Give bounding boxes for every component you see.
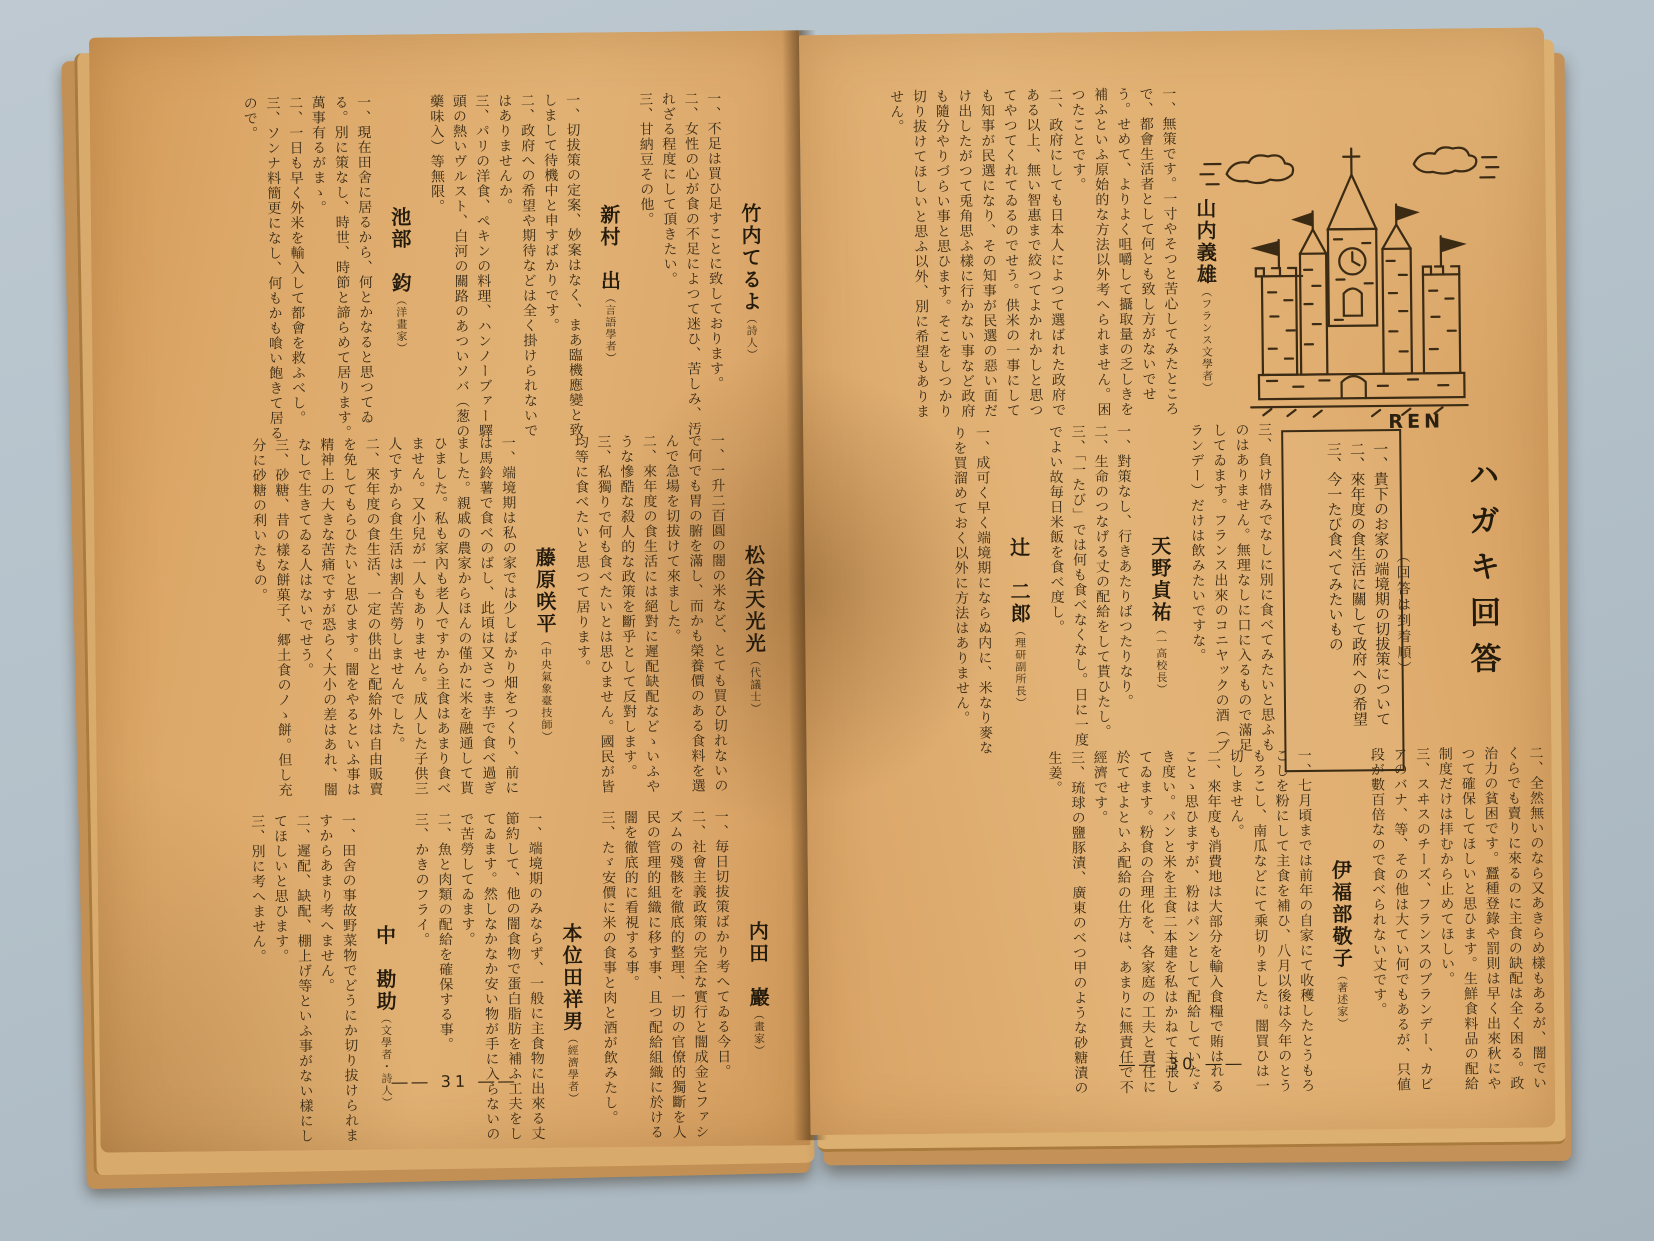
question-item-2: 二、來年度の食生活に關して政府への希望 <box>1347 441 1369 727</box>
page-31 <box>89 30 811 1152</box>
answer-paragraph-shinmura-izuru: 二、政府への希望や期待などは全く掛けられないではありませんか。 <box>496 93 539 439</box>
answer-paragraph-tsuji-jiro: 二、全然無いのなら又あきらめ樣もあるが、闇でいくらでも賣りに來るのに主食の缺配は全く困る。政治力の貧困です。蠶種登錄や罰則は早く出來秋にやつて確保してほしいと思ひます。生鮮食料品の配給制度だけは拝むから止めてほしい。 <box>1436 745 1548 1092</box>
answer-paragraph-matsutani-tenkoko: 二、來年度の食生活には絕對に遲配缺配などゝいふやうな慘酷な殺人的な政策を斷乎として反對します。 <box>618 433 661 794</box>
answer-paragraph-honiden-yoshio: 二、魚と肉類の配給を確保する事。 <box>435 811 455 1053</box>
castle-illustration <box>1198 128 1503 439</box>
open-magazine-spread <box>54 7 1596 1218</box>
respondent-name: 内田 巖 <box>745 920 771 1009</box>
answer-paragraph-fujiwara-sakuhei: 三、砂糖、昔の樣な餅菓子、郷土食のノゝ餅。但し充分に砂糖の利いたもの。 <box>250 437 293 798</box>
answer-paragraph-ikebe-hitoshi: 二、一日も早く外米を輸入して都會を救ふべし。 <box>286 95 307 426</box>
respondent-affiliation: （一高校長） <box>1154 623 1169 696</box>
section-heading-naka-kansuke <box>367 812 403 1142</box>
respondent-name: 松谷天光光 <box>741 544 767 655</box>
castle-drawing <box>1198 128 1503 439</box>
section-heading-shinmura-izuru <box>591 92 627 442</box>
answer-paragraph-naka-kansuke: 三、別に考へません。 <box>249 813 267 965</box>
answer-paragraph-uchida-iwao: 一、毎日切拔策ばかり考へてゐる今日。 <box>712 809 732 1080</box>
respondent-name: 池部 鈞 <box>387 206 413 295</box>
answer-paragraph-ikebe-hitoshi: 三、ソンナ料簡更になし、何もかも喰い飽きて居るので。 <box>241 95 284 441</box>
section-heading-yamanouchi-yoshio <box>1187 86 1223 426</box>
respondent-affiliation: （代議士） <box>748 654 763 715</box>
section-heading-honiden-yoshio <box>553 811 589 1141</box>
section-heading-ifukube-keiko <box>1323 747 1359 1105</box>
illustration-signature-text: REN <box>1388 409 1445 434</box>
answer-paragraph-matsutani-tenkoko: 一、一升二百圓の闇の米など、とても買ひ切れないので何でも胃の腑を滿し、而かも榮養價のある食料を選んで急場を切拔けて來ました。 <box>663 433 729 794</box>
page-title: ハガキ回答 <box>1462 457 1501 689</box>
answer-paragraph-amano-teiyu: 三、「一たび」では何も食べなくなし。日に一度でよい故毎日米飯を食べ度し。 <box>1046 424 1090 748</box>
respondent-name: 竹内てるよ <box>737 202 763 313</box>
answer-paragraph-honiden-yoshio: 一、端境期のみならず、一般に主食物に出來る丈節約して、他の闇食物で蛋白脂肪を補ふ工夫をしてゐます。然しなかなか安い物が手に入らないので苦勞してゐます。 <box>458 810 546 1142</box>
respondent-affiliation: （畫家） <box>752 1008 766 1057</box>
answer-paragraph-ifukube-keiko: 二、來年度も消費地は大部分を輸入食糧で賄はれることゝ思ひますが、粉はパンとして配給していたゞき度い。パンと米を主食二本建を私はかねて主張してゐます。粉食の合理化を、各家庭の工夫と責任に於てせよといふ配給の仕方は、あまりに無責任で不經濟です。 <box>1091 748 1225 1095</box>
right-page-middle-band <box>833 422 1278 759</box>
section-heading-amano-teiyu <box>1142 423 1178 755</box>
respondent-name: 天野貞祐 <box>1147 535 1173 624</box>
respondent-affiliation: （洋畫家） <box>394 294 409 355</box>
answer-paragraph-amano-teiyu: 二、生命のつなげる丈の配給をして貰ひたし。 <box>1092 424 1112 740</box>
question-item-1: 一、貴下のお家の端境期の切拔策について <box>1371 441 1393 727</box>
answer-paragraph-amano-teiyu: 一、對策なし、行きあたりばつたりなり。 <box>1114 423 1134 709</box>
answer-paragraph-takeuchi-teruyo: 三、甘納豆その他。 <box>637 91 655 227</box>
respondent-name: 中 勘助 <box>372 924 398 1013</box>
section-heading-ikebe-hitoshi <box>382 94 418 444</box>
answer-paragraph-matsutani-tenkoko: 三、私獨りで何も食べたいとは思ひません。國民が皆均等に食べたいと思つて居ります。 <box>572 434 616 795</box>
answer-paragraph-takeuchi-teruyo: 一、不足は買ひ足すことに致しております。 <box>705 91 725 392</box>
answer-paragraph-naka-kansuke: 一、田舍の事故野菜物でどうにか切り拔けられますからあまり考へません。 <box>317 812 360 1144</box>
page-number-right: ―― 30 ―― <box>1118 1053 1246 1074</box>
answer-paragraph-honiden-yoshio: 三、かきのフライ。 <box>412 812 431 948</box>
left-page-top-band <box>120 90 779 447</box>
section-heading-matsutani-tenkoko <box>736 433 772 805</box>
question-box <box>1281 429 1405 772</box>
left-page-bottom-band <box>127 808 785 1145</box>
answer-paragraph-uchida-iwao: 二、社會主義政策の完全な實行と闇成金とファシズムの殘骸を徹底的整理、一切の官僚的獨斷を人民の管理的組織に移す事、且つ配給組織に於ける闇を徹底的に看視する事。 <box>621 809 710 1140</box>
section-heading-tsuji-jiro <box>1001 425 1037 757</box>
answer-paragraph-tsuji-jiro: 一、成可く早く端境期にならぬ内に、米なり麥なりを買溜めておく以外に方法はありません。 <box>951 425 994 756</box>
answer-paragraph-shinmura-izuru: 一、切拔策の定案、妙案はなく、まあ臨機應變と致しまして待機中と申すばかりです。 <box>541 92 584 438</box>
right-page-top-band <box>830 86 1234 430</box>
respondent-affiliation: （著述家） <box>1335 969 1350 1030</box>
answer-paragraph-fujiwara-sakuhei: 二、來年度の食生活、一定の供出と配給外は自由販賣を免してもらひたいと思ひます。闇をやるといふ事は精神上の大きな苦痛ですが恐らく大小の差はあれ、闇なしで生きてゐる人はないでせう。 <box>295 436 384 798</box>
respondent-affiliation: （フランス文學者） <box>1199 285 1214 395</box>
respondent-name: 伊福部敬子 <box>1328 859 1354 970</box>
question-item-3: 三、今一たび食べてみたいもの <box>1324 441 1345 652</box>
left-page-middle-band <box>123 432 782 811</box>
respondent-name: 新村 出 <box>596 204 622 293</box>
respondent-affiliation: （文學者・詩人） <box>379 1012 394 1109</box>
respondent-name: 辻 二郎 <box>1006 536 1032 626</box>
section-heading-uchida-iwao <box>740 809 776 1139</box>
answer-paragraph-fujiwara-sakuhei: 一、端境期は私の家では少しばかり畑をつくり、前には馬鈴薯で食べのばし、此頃は又さつま芋で食べ過ぎました。親戚の農家からほんの僅かに米を融通して貰ひました。私も家內も老人ですから主食はあまり食べません。又小兒が一人もありません。成人した子供三人ですから食生活は割合苦勞しませんでした。 <box>386 435 520 797</box>
answer-paragraph-ikebe-hitoshi: 一、現在田舍に居るから、何とかなると思つてゐる。別に策なし、時世、時節と諦らめて居ります。萬事有るがまゝ。 <box>309 94 375 441</box>
answer-paragraph-uchida-iwao: 三、たゞ安價に米の食事と肉と酒が飲みたし。 <box>599 810 619 1126</box>
answer-paragraph-naka-kansuke: 二、遲配、缺配、棚上げ等といふ事がない樣にしてほしいと思ひます。 <box>271 813 314 1144</box>
answer-paragraph-yamanouchi-yoshio: 二、政府にしても日本人によつて選ばれた政府である以上、無い智惠まで絞つてよかれかしと思つてやつてくれてゐるのでせう。供米の一事にしても知事が民選になり、その知事が民選の惡い面だけ出したがつて兎角思ふ樣に行かない事など政府も隨分やりづらい事と思ひます。そこをしつかり切り拔けてほしいと思ふ以外、別に希望もありません。 <box>888 87 1067 420</box>
page-30 <box>799 27 1555 1135</box>
answer-paragraph-shinmura-izuru: 三、パリの洋食、ペキンの料理、ハンノーブァー驛頭の熱いヴルスト、白河の關路のあついソバ（葱の藥味入）等無限。 <box>428 93 494 439</box>
section-heading-takeuchi-teruyo <box>732 91 768 441</box>
page-subtitle: （回答は到着順） <box>1394 548 1412 678</box>
respondent-name: 藤原咲平 <box>532 546 558 636</box>
respondent-affiliation: （中央氣象臺技師） <box>539 634 554 743</box>
answer-paragraph-yamanouchi-yoshio: 一、無策です。一寸やそつと苦心してみたところで、都會生活者として何とも致し方がないでせう。せめて、よりよく咀嚼して攝取量の乏しきを補ふといふ原始的な方法以外考へられません。困つたことです。 <box>1069 86 1180 418</box>
respondent-affiliation: （詩人） <box>744 312 759 361</box>
answer-paragraph-takeuchi-teruyo: 二、女性の心が食の不足によつて迷ひ、苦しみ、汚れざる程度にして頂きたい。 <box>659 91 703 437</box>
answer-paragraph-tsuji-jiro: 三、スヰスのチーズ、フランスのブランデー、カビアのバナ、等、その他は大てい何でもあるが、只値段が數百倍なので食べられない丈です。 <box>1368 746 1434 1093</box>
answer-paragraph-ifukube-keiko: 三、琉球の鹽豚漬、廣東のべつ甲のような砂糖漬の生姜。 <box>1046 750 1089 1096</box>
respondent-affiliation: （經濟學者） <box>565 1032 580 1105</box>
answer-paragraph-ifukube-keiko: 一、七月頃までは前年の自家にて收穫したとうもろこしを粉にして主食を補ひ、八月以後は今年のとうもろこし、南瓜などにて乘切りました。闇買ひは一切しません。 <box>1227 747 1316 1094</box>
respondent-affiliation: （言語學者） <box>603 292 618 365</box>
respondent-affiliation: （理研副所長） <box>1013 624 1028 710</box>
answer-paragraph-yamanouchi-yoshio: 三、負け惜みでなしに別に食べてみたいと思ふものはありません。無理なしに口に入るもので滿足してゐます。フランス出來のコニヤックの酒（ブランデー）だけは飲みたいですな。 <box>1188 422 1276 753</box>
respondent-name: 山内義雄 <box>1192 197 1218 287</box>
page-number-left: ―― 31 ―― <box>391 1071 519 1092</box>
respondent-name: 本位田祥男 <box>558 922 584 1033</box>
section-heading-fujiwara-sakuhei <box>527 435 563 807</box>
